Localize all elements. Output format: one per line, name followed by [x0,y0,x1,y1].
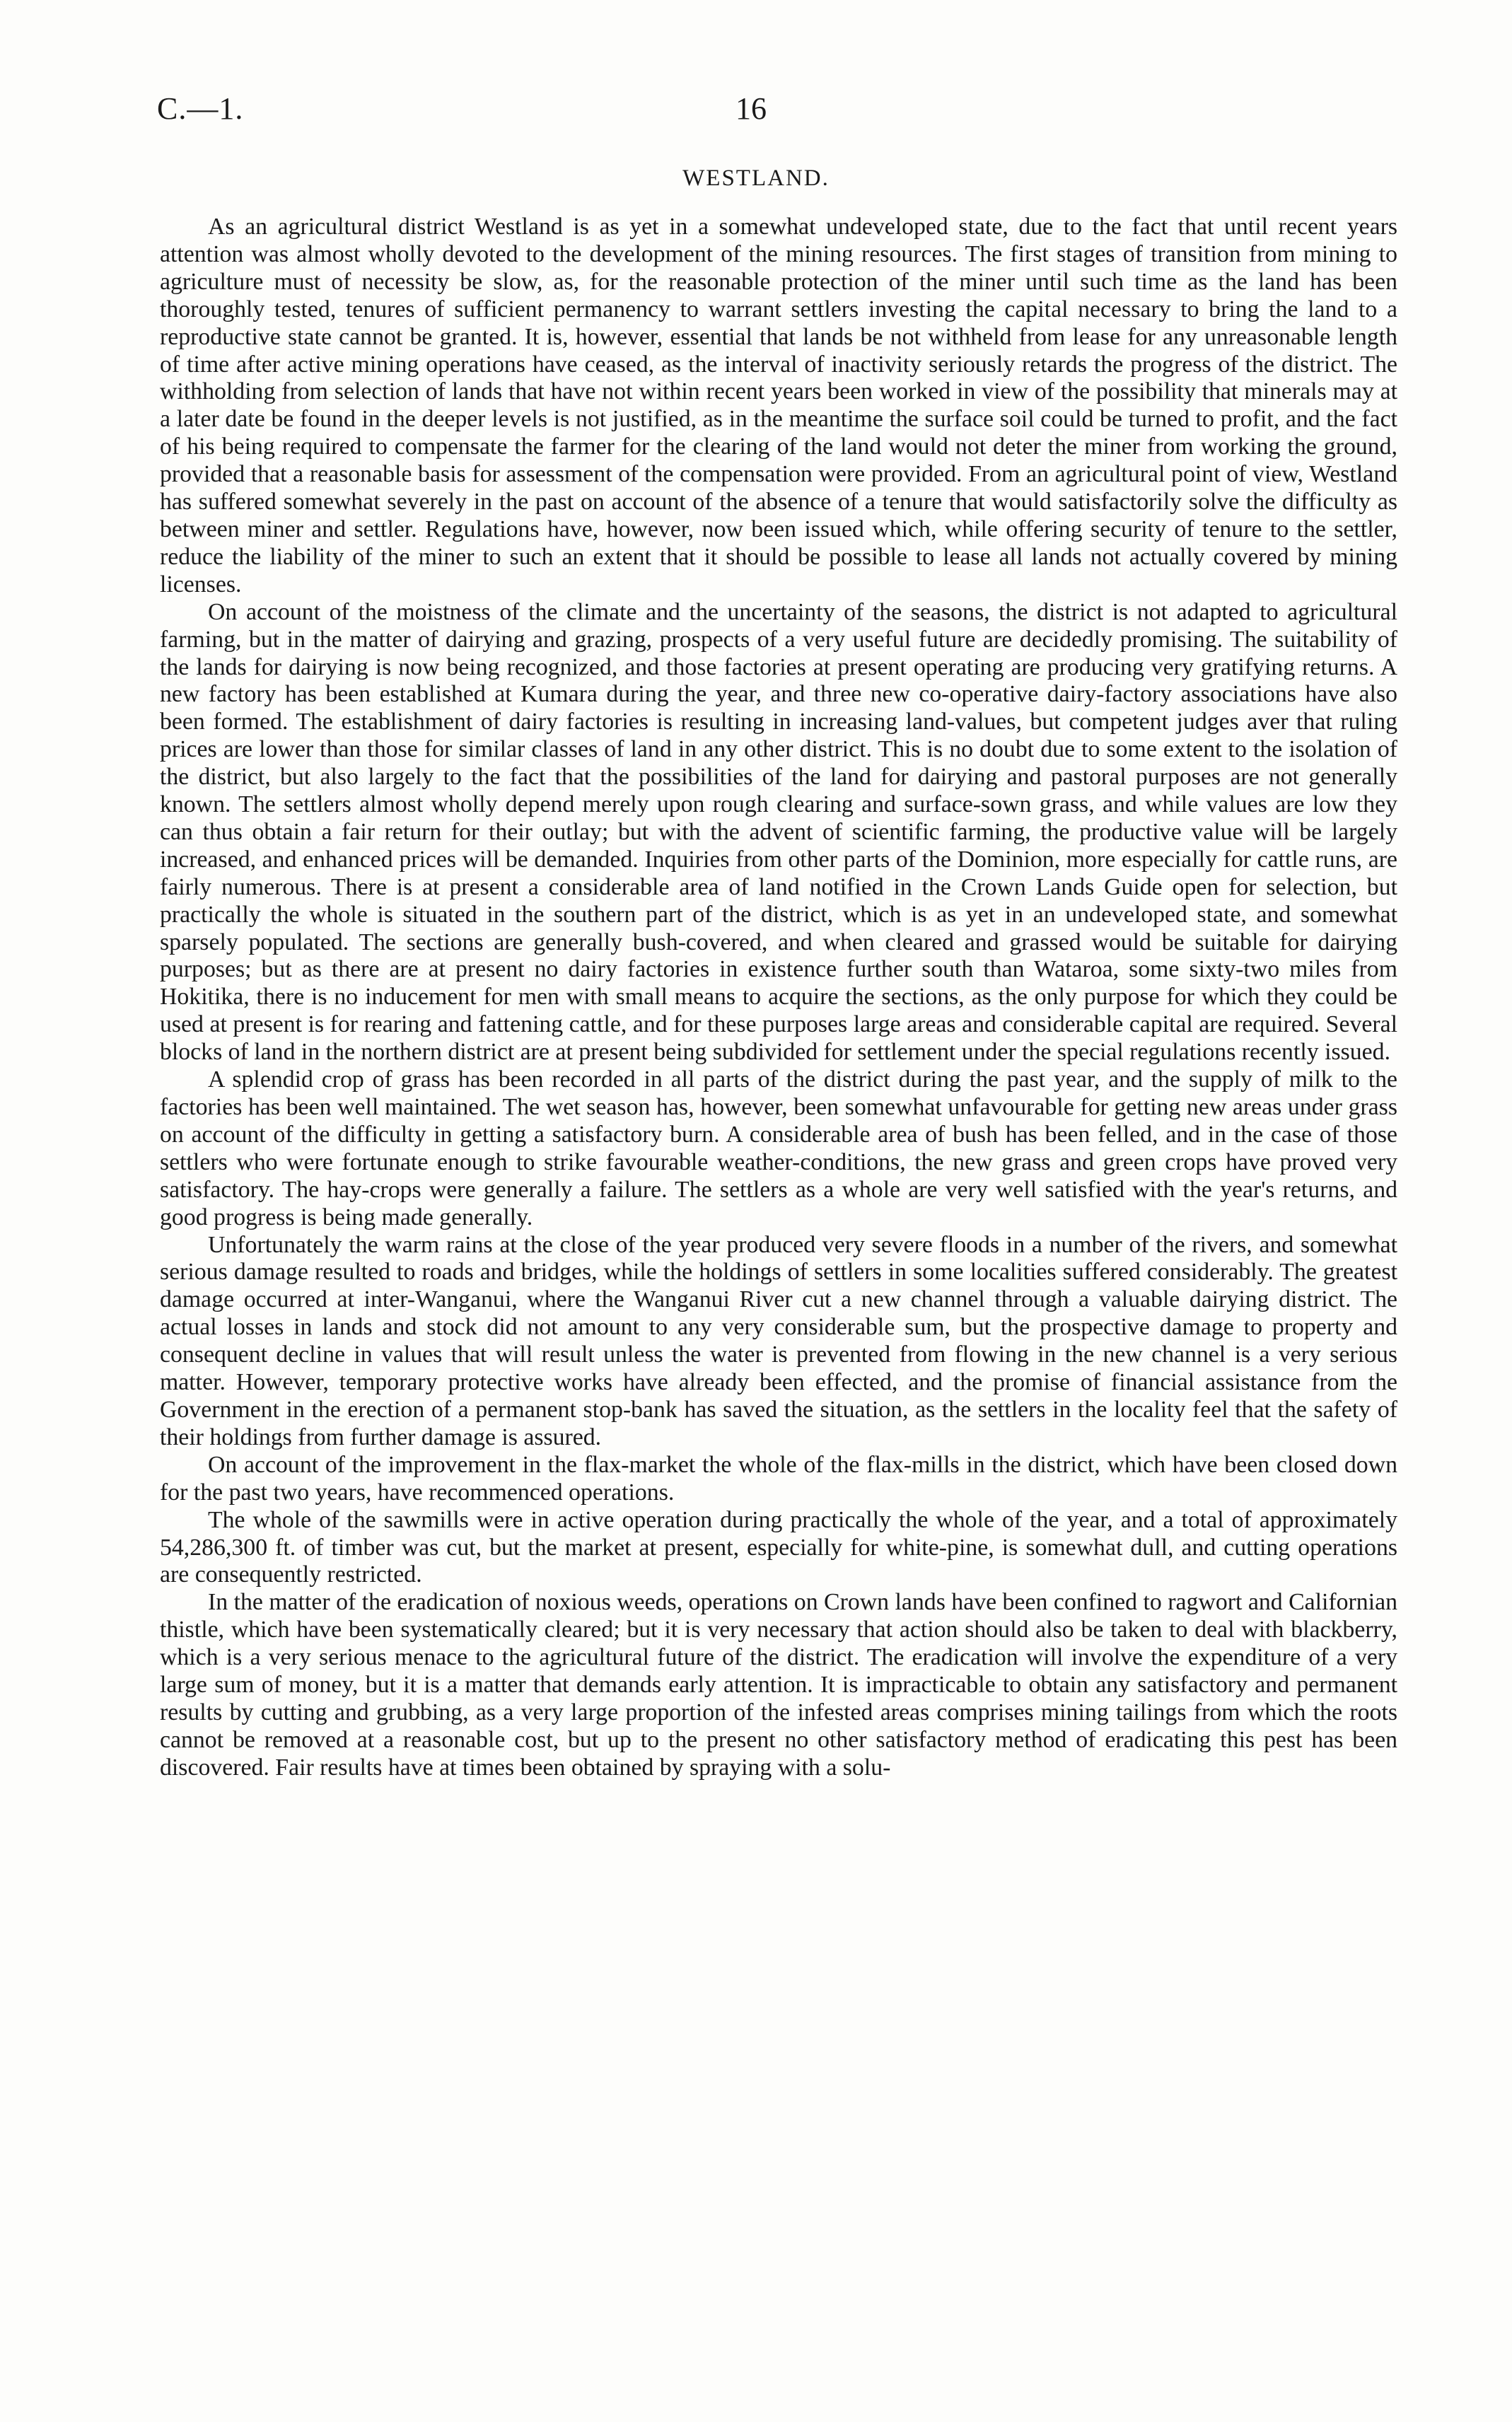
paragraph-floods: Unfortunately the warm rains at the close of the year produced very severe floods in a number of the rivers, and somewhat serious damage resulted to roads and bridges, while the holdings of settlers in some localities suffered considerably. The greatest damage occurred at inter-Wanganui, where the Wanganui River cut a new channel through a valuable dairying district. The actual losses in lands and stock did not amount to any very considerable sum, but the prospective damage to property and consequent decline in values that will result unless the water is prevented from flowing in the new channel is a very serious matter. However, temporary protective works have already been effected, and the promise of financial assistance from the Government in the erection of a permanent stop-bank has saved the situation, as the settlers in the locality feel that the safety of their holdings from further damage is assured. [160,1231,1397,1450]
report-reference: C.—1. [157,91,244,126]
body-text [160,214,1397,1782]
paragraph-flax-mills: On account of the improvement in the flax-market the whole of the flax-mills in the district, which have been closed down for the past two years, have recommenced operations. [160,1451,1397,1506]
paragraph-noxious-weeds: In the matter of the eradication of noxious weeds, operations on Crown lands have been confined to ragwort and Californian thistle, which have been systematically cleared; but it is very necessary that action should also be taken to deal with blackberry, which is a very serious menace to the agricultural future of the district. The eradication will involve the expenditure of a very large sum of money, but it is a matter that demands early attention. It is impracticable to obtain any satisfactory and permanent results by cutting and grubbing, as a very large proportion of the infested areas comprises mining tailings from which the roots cannot be removed at a reasonable cost, but up to the present no other satisfactory method of eradicating this pest has been discovered. Fair results have at times been obtained by spraying with a solu- [160,1589,1397,1781]
paragraph-climate-dairying: On account of the moistness of the climate and the uncertainty of the seasons, the district is not adapted to agricultural farming, but in the matter of dairying and grazing, prospects of a very useful future are decidedly promising. The suitability of the lands for dairying is now being recognized, and those factories at present operating are producing very gratifying returns. A new factory has been established at Kumara during the year, and three new co-operative dairy-factory associations have also been formed. The establishment of dairy factories is resulting in increasing land-values, but competent judges aver that ruling prices are lower than those for similar classes of land in any other district. This is no doubt due to some extent to the isolation of the district, but also largely to the fact that the possibilities of the land for dairying and pastoral purposes are not generally known. The settlers almost wholly depend merely upon rough clearing and surface-sown grass, and while values are low they can thus obtain a fair return for their outlay; but with the advent of scientific farming, the productive value will be largely increased, and enhanced prices will be demanded. Inquiries from other parts of the Dominion, more especially for cattle runs, are fairly numerous. There is at present a considerable area of land notified in the Crown Lands Guide open for selection, but practically the whole is situated in the southern part of the district, which is as yet in an undeveloped state, and somewhat sparsely populated. The sections are generally bush-covered, and when cleared and grassed would be suitable for dairying purposes; but as there are at present no dairy factories in existence further south than Wataroa, some sixty-two miles from Hokitika, there is no inducement for men with small means to acquire the sections, as the only purpose for which they could be used at present is for rearing and fattening cattle, and for these purposes large areas and considerable capital are required. Several blocks of land in the northern district are at present being subdivided for settlement under the special regulations recently issued. [160,598,1397,1066]
section-heading: WESTLAND. [682,165,830,191]
page-number: 16 [735,91,767,126]
paragraph-grass-crop: A splendid crop of grass has been recorded in all parts of the district during the past year, and the supply of milk to the factories has been well maintained. The wet season has, however, been somewhat unfavourable for getting new areas under grass on account of the difficulty in getting a satisfactory burn. A considerable area of bush has been felled, and in the case of those settlers who were fortunate enough to strike favourable weather-conditions, the new grass and green crops have proved very satisfactory. The hay-crops were generally a failure. The settlers as a whole are very well satisfied with the year's returns, and good progress is being made generally. [160,1066,1397,1230]
paragraph-agricultural-state: As an agricultural district Westland is as yet in a somewhat undeveloped state, due to the fact that until recent years attention was almost wholly devoted to the development of the mining resources. The first stages of transition from mining to agriculture must of necessity be slow, as, for the reasonable protection of the miner until such time as the land has been thoroughly tested, tenures of sufficient permanency to warrant settlers investing the capital necessary to bring the land to a reproductive state cannot be granted. It is, however, essential that lands be not withheld from lease for any unreasonable length of time after active mining operations have ceased, as the interval of inactivity seriously retards the progress of the district. The withholding from selection of lands that have not within recent years been worked in view of the possibility that minerals may at a later date be found in the deeper levels is not justified, as in the meantime the surface soil could be turned to profit, and the fact of his being required to compensate the farmer for the clearing of the land would not deter the miner from working the ground, provided that a reasonable basis for assessment of the compensation were provided. From an agricultural point of view, Westland has suffered somewhat severely in the past on account of the absence of a tenure that would satisfactorily solve the difficulty as between miner and settler. Regulations have, however, now been issued which, while offering security of tenure to the settler, reduce the liability of the miner to such an extent that it should be possible to lease all lands not actually covered by mining licenses. [160,214,1397,598]
paragraph-sawmills: The whole of the sawmills were in active operation during practically the whole of the year, and a total of approximately 54,286,300 ft. of timber was cut, but the market at present, especially for white-pine, is somewhat dull, and cutting operations are consequently restricted. [160,1506,1397,1588]
